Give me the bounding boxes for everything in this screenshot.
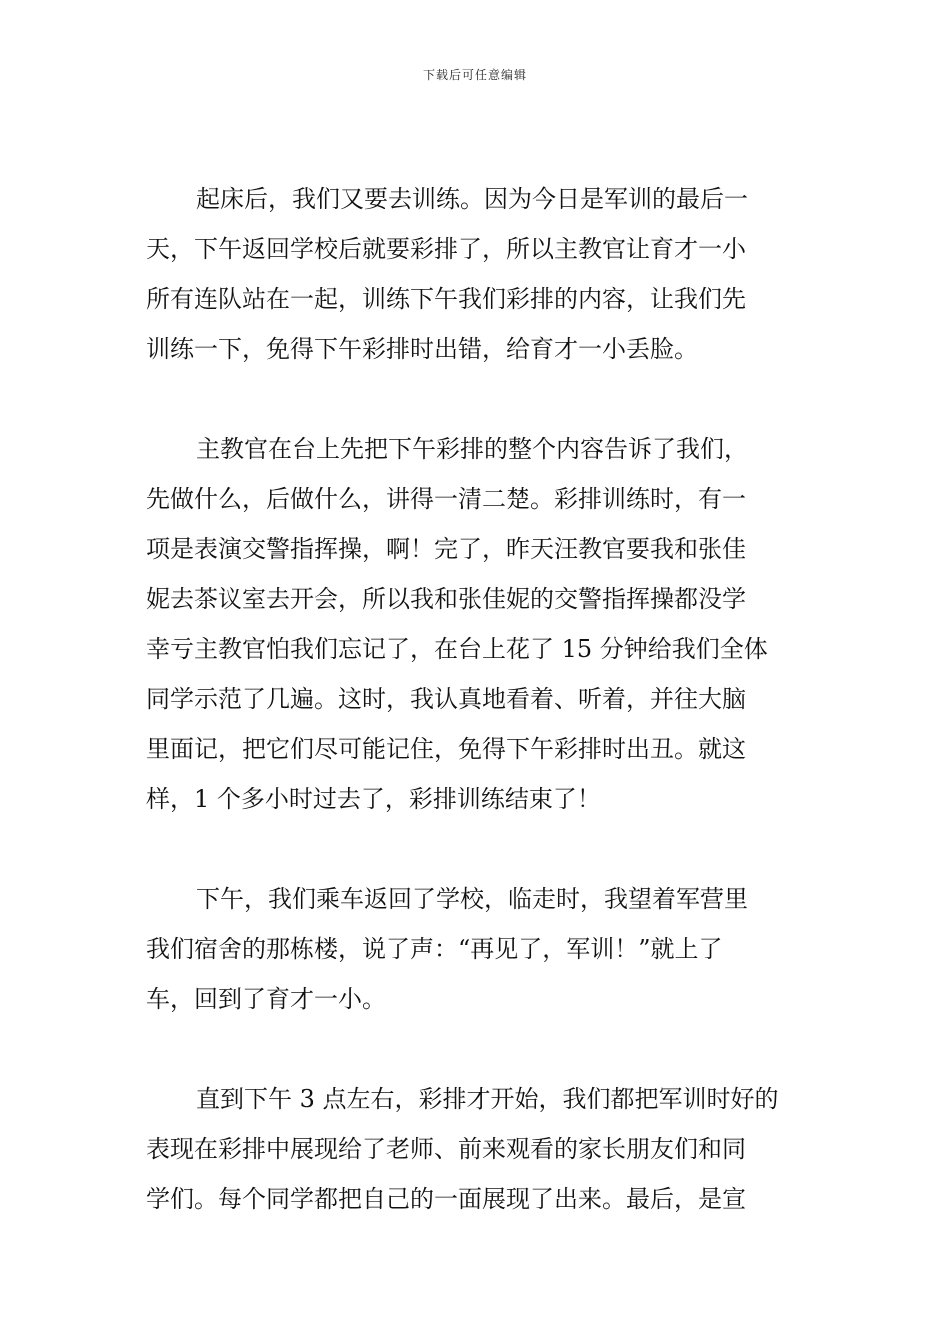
paragraph-1: [146, 174, 806, 374]
text-line: 天，下午返回学校后就要彩排了，所以主教官让育才一小: [146, 235, 746, 263]
text-line: 先做什么，后做什么，讲得一清二楚。彩排训练时，有一: [146, 485, 746, 513]
text-line: 幸亏主教官怕我们忘记了，在台上花了 15 分钟给我们全体: [146, 635, 768, 663]
text-line: 直到下午 3 点左右，彩排才开始，我们都把军训时好的: [196, 1085, 779, 1113]
paragraph-3: [146, 874, 806, 1024]
text-line: 车，回到了育才一小。: [146, 985, 386, 1013]
text-line: 表现在彩排中展现给了老师、前来观看的家长朋友们和同: [146, 1135, 746, 1163]
paragraph-2: [146, 424, 806, 824]
header-note: 下载后可任意编辑: [422, 68, 527, 82]
text-line: 起床后，我们又要去训练。因为今日是军训的最后一: [196, 185, 748, 213]
text-line: 训练一下，免得下午彩排时出错，给育才一小丢脸。: [146, 335, 698, 363]
text-line: 学们。每个同学都把自己的一面展现了出来。最后，是宣: [146, 1185, 746, 1213]
paragraph-4: [146, 1074, 806, 1224]
text-line: 样，1 个多小时过去了，彩排训练结束了！: [146, 785, 601, 813]
text-line: 主教官在台上先把下午彩排的整个内容告诉了我们，: [196, 435, 748, 463]
text-line: 所有连队站在一起，训练下午我们彩排的内容，让我们先: [146, 285, 746, 313]
text-line: 同学示范了几遍。这时，我认真地看着、听着，并往大脑: [146, 685, 746, 713]
text-line: 里面记，把它们尽可能记住，免得下午彩排时出丑。就这: [146, 735, 746, 763]
text-line: 妮去茶议室去开会，所以我和张佳妮的交警指挥操都没学: [146, 585, 746, 613]
paragraph-gap: [146, 1024, 806, 1074]
paragraph-gap: [146, 374, 806, 424]
document-body: [146, 174, 806, 1224]
text-line: 项是表演交警指挥操，啊！完了，昨天汪教官要我和张佳: [146, 535, 746, 563]
paragraph-gap: [146, 824, 806, 874]
text-line: 下午，我们乘车返回了学校，临走时，我望着军营里: [196, 885, 748, 913]
text-line: 我们宿舍的那栋楼，说了声：“再见了，军训！”就上了: [146, 935, 723, 963]
